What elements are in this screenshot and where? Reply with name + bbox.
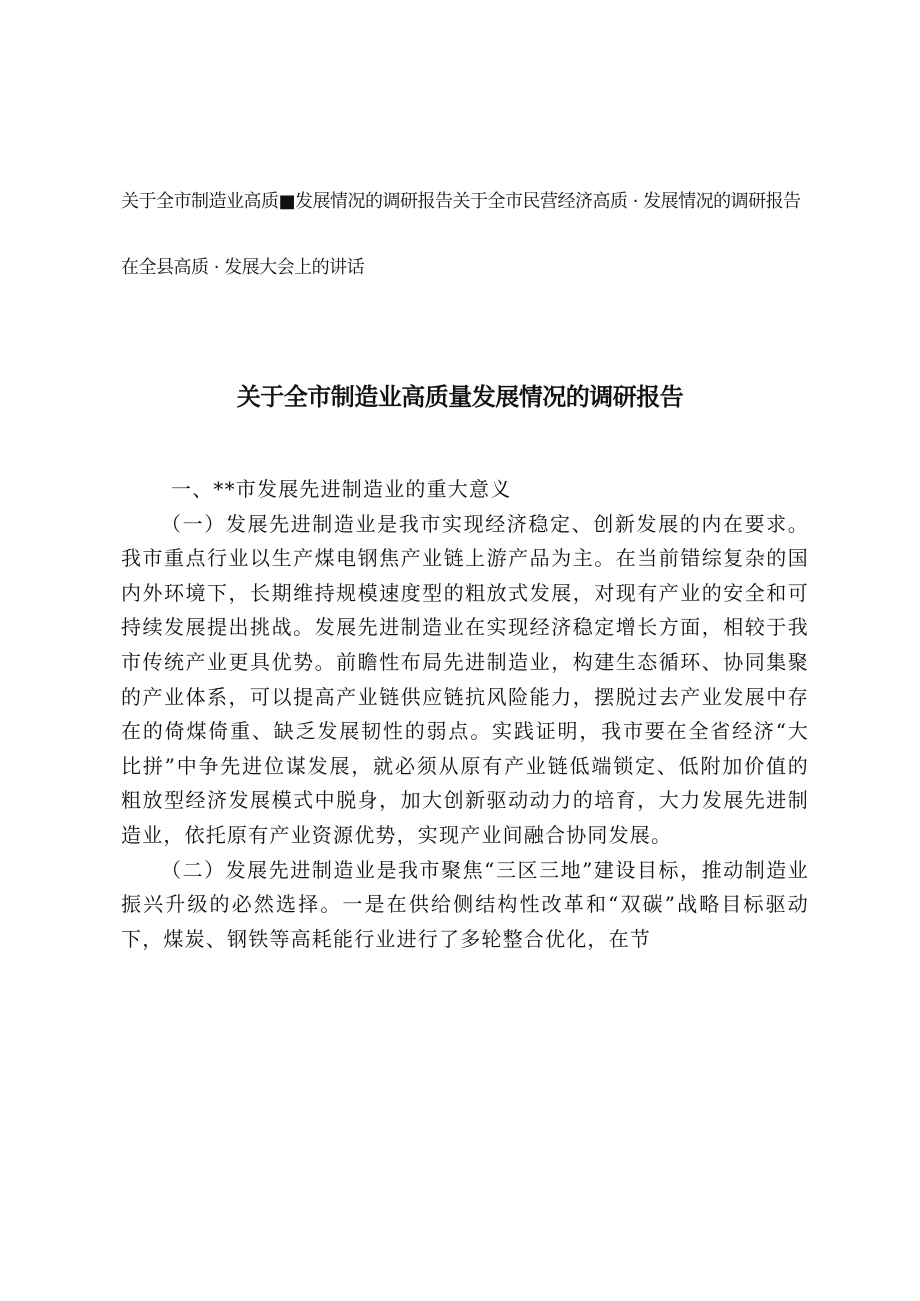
section-heading: 一、**市发展先进制造业的重大意义 (171, 477, 512, 501)
related-document-link[interactable]: 在全县高质 · 发展大会上的讲话 (121, 257, 365, 278)
spacer (121, 215, 811, 254)
related-document-link[interactable]: 关于全市制造业高质■发展情况的调研报告关于全市民营经济高质 · 发展情况的调研报告 (121, 191, 801, 212)
document-body (121, 472, 809, 956)
document-title: 关于全市制造业高质量发展情况的调研报告 (236, 383, 684, 411)
body-paragraph: （一）发展先进制造业是我市实现经济稳定、创新发展的内在要求。我市重点行业以生产煤电钢焦产业链上游产品为主。在当前错综复杂的国内外环境下，长期维持规模速度型的粗放式发展，对现有产业的安全和可持续发展提出挑战。发展先进制造业在实现经济稳定增长方面，相较于我市传统产业更具优势。前瞻性布局先进制造业，构建生态循环、协同集聚的产业体系，可以提高产业链供应链抗风险能力，摆脱过去产业发展中存在的倚煤倚重、缺乏发展韧性的弱点。实践证明，我市要在全省经济“大比拼”中争先进位谋发展，就必须从原有产业链低端锁定、低附加价值的粗放型经济发展模式中脱身，加大创新驱动动力的培育，大力发展先进制造业，依托原有产业资源优势，实现产业间融合协同发展。 (121, 511, 809, 847)
body-paragraph: （二）发展先进制造业是我市聚焦“三区三地”建设目标，推动制造业振兴升级的必然选择。一是在供给侧结构性改革和“双碳”战略目标驱动下，煤炭、钢铁等高耗能行业进行了多轮整合优化，在节 (121, 857, 809, 951)
related-documents-list (121, 188, 811, 281)
